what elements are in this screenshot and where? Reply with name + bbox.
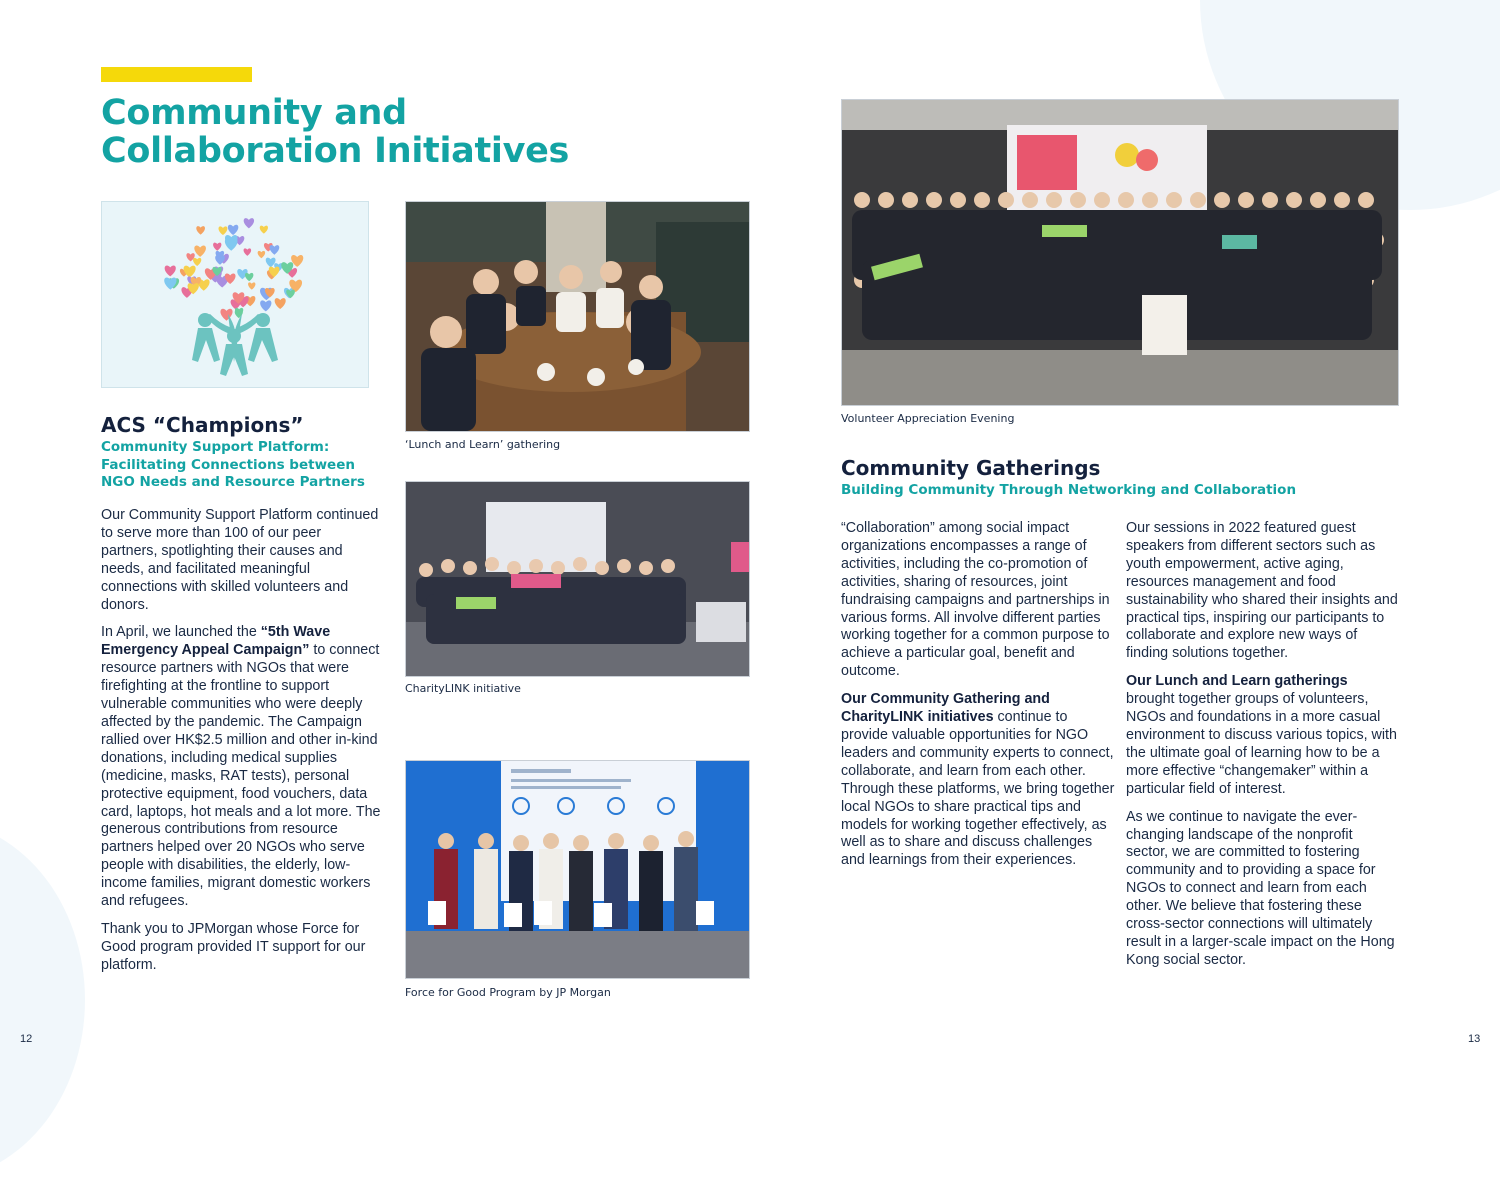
champions-paragraph: In April, we launched the “5th Wave Emergency Appeal Campaign” to connect resource partners with NGOs that were firefighting at the frontline to support vulnerable communities who were deeply affected by the pandemic. The Campaign rallied over HK$2.5 million and other in-kind donations, including medical supplies (medicine, masks, RAT tests), personal protective equipment, food vouchers, data card, laptops, hot meals and a lot more. The generous contributions from resource partners helped over 20 NGOs who serve people with disabilities, the elderly, low-income families, migrant domestic workers and refugees. <box>101 624 381 910</box>
gatherings-paragraph: “Collaboration” among social impact organizations encompasses a range of activities, including the co-promotion of activities, sharing of resources, joint fundraising campaigns and partnerships in various forms. All involve different parties working together for a common purpose to achieve a particular goal, benefit and outcome. <box>841 520 1110 680</box>
page-number-right: 13 <box>1468 1033 1481 1045</box>
heart-shape <box>244 218 254 228</box>
champions-subtitle-line: NGO Needs and Resource Partners <box>101 474 365 490</box>
champions-paragraph: Thank you to JPMorgan whose Force for Good program provided IT support for our platform. <box>101 920 366 973</box>
gatherings-paragraph: Our sessions in 2022 featured guest speakers from different sectors such as youth empowerment, active aging, resources management and food sustainability who shared their insights and practical tips, inspiring our participants to collaborate and explore new ways of finding solutions together. <box>1126 520 1398 662</box>
heart-shape <box>193 258 201 266</box>
lunch-and-learn-caption: ‘Lunch and Learn’ gathering <box>405 438 561 451</box>
crowd-head <box>902 192 918 208</box>
gatherings-column-2 <box>1126 520 1398 980</box>
lunch-and-learn-photo <box>405 201 750 432</box>
heart-tree-icon <box>102 202 368 387</box>
heart-shape <box>213 243 221 251</box>
crowd-head <box>998 192 1014 208</box>
crowd-head <box>1358 192 1374 208</box>
crowd-head <box>1238 192 1254 208</box>
gatherings-heading: Community Gatherings <box>841 456 1101 480</box>
heart-shape <box>196 226 205 235</box>
champions-subtitle-line: Facilitating Connections between <box>101 456 355 473</box>
page-number-left: 12 <box>20 1033 33 1045</box>
heart-shape <box>270 245 280 255</box>
force-for-good-photo <box>405 760 750 979</box>
crowd-head <box>1286 192 1302 208</box>
crowd-head <box>878 192 894 208</box>
title-accent-bar <box>101 67 252 82</box>
volunteer-appreciation-photo <box>841 99 1399 406</box>
force-for-good-caption: Force for Good Program by JP Morgan <box>405 986 611 999</box>
gatherings-paragraph: As we continue to navigate the ever-changing landscape of the nonprofit sector, we are committed to fostering community and to providing a space for NGOs to connect and learn from each other. We believe that fostering these cross-sector connections will ultimately result in a larger-scale impact on the Hong Kong social sector. <box>1126 808 1395 968</box>
decorative-circle-bottom-left <box>0 820 85 1180</box>
heart-shape <box>258 251 266 258</box>
charitylink-caption: CharityLINK initiative <box>405 682 521 695</box>
gatherings-paragraph: Our Community Gathering and CharityLINK initiatives continue to provide valuable opportunities for NGO leaders and community experts to connect, collaborate, and learn from each other. Through these platforms, we bring together local NGOs to share practical tips and models for working together effectively, as well as to share and discuss challenges and learnings from their experiences. <box>841 691 1115 869</box>
heart-shape <box>248 282 255 289</box>
crowd-head <box>1334 192 1350 208</box>
charitylink-photo <box>405 481 750 677</box>
crowd-head <box>1214 192 1230 208</box>
crowd-head <box>1190 192 1206 208</box>
champions-body <box>101 507 381 985</box>
heart-shape <box>194 245 206 256</box>
heart-shape <box>244 248 252 255</box>
gatherings-column-1 <box>841 520 1115 880</box>
heart-shape <box>165 265 176 276</box>
champions-heading: ACS “Champions” <box>101 413 304 437</box>
heart-shape <box>245 273 253 281</box>
volunteer-appreciation-caption: Volunteer Appreciation Evening <box>841 412 1015 425</box>
champions-logo-illustration <box>101 201 369 388</box>
heart-shape <box>266 258 276 268</box>
gatherings-paragraph: Our Lunch and Learn gatherings brought together groups of volunteers, NGOs and foundations in a more casual environment to discuss various topics, with the ultimate goal of learning how to be a more effective “changemaker” within a particular field of interest. <box>1126 673 1397 797</box>
crowd-head <box>854 192 870 208</box>
crowd-head <box>926 192 942 208</box>
crowd-head <box>1166 192 1182 208</box>
crowd-head <box>1022 192 1038 208</box>
crowd-head <box>1070 192 1086 208</box>
heart-shape <box>184 266 196 278</box>
crowd-head <box>974 192 990 208</box>
champions-subtitle <box>101 439 391 492</box>
gatherings-subtitle: Building Community Through Networking and Collaboration <box>841 482 1297 498</box>
crowd-head <box>1094 192 1110 208</box>
champions-subtitle-line: Community Support Platform: <box>101 439 330 455</box>
crowd-head <box>1046 192 1062 208</box>
heart-shape <box>260 300 271 311</box>
crowd-head <box>1310 192 1326 208</box>
crowd-head <box>1262 192 1278 208</box>
crowd-head <box>1142 192 1158 208</box>
champions-paragraph: Our Community Support Platform continued to serve more than 100 of our peer partners, spotlighting their causes and needs, and facilitated meaningful connections with skilled volunteers and donors. <box>101 507 379 613</box>
heart-shape <box>275 298 286 309</box>
heart-shape <box>219 226 228 235</box>
heart-shape <box>228 225 238 235</box>
crowd-head <box>950 192 966 208</box>
page-title: Community and Collaboration Initiatives <box>101 93 570 171</box>
heart-shape <box>260 226 268 234</box>
crowd-head <box>1118 192 1134 208</box>
